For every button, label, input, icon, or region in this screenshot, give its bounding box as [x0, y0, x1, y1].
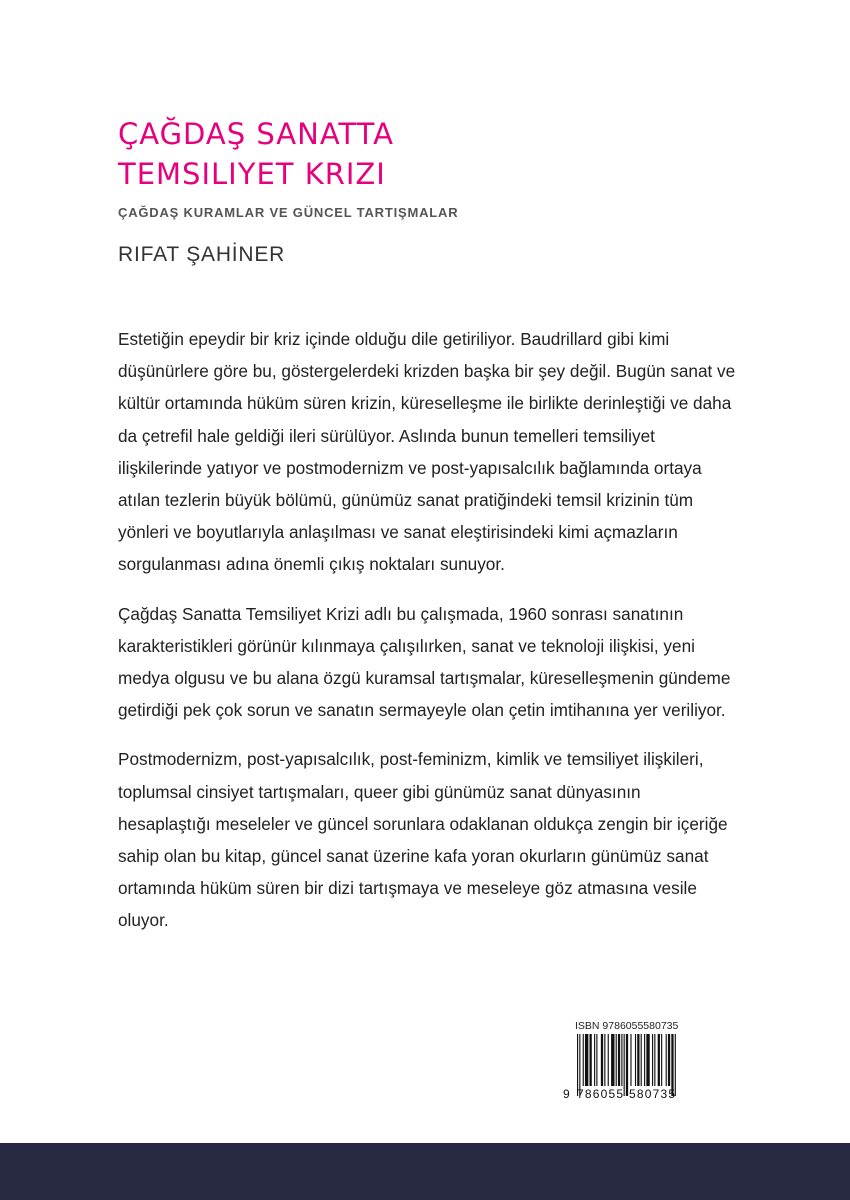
author-name: RIFAT ŞAHİNER [118, 243, 286, 266]
barcode-bar [618, 1034, 620, 1086]
book-title-line-2: TEMSILIYET KRIZI [118, 157, 386, 191]
book-title [118, 114, 394, 194]
barcode-bar [601, 1034, 603, 1086]
barcode-bar [621, 1034, 622, 1086]
isbn-label: ISBN 9786055580735 [575, 1020, 679, 1032]
barcode-bar [608, 1034, 609, 1086]
barcode-bar [594, 1034, 595, 1086]
barcode-digit-group-1: 786055 [577, 1087, 625, 1101]
blurb-paragraph-1: Estetiğin epeydir bir kriz içinde olduğu dile getiriliyor. Baudrillard gibi kimi düşünürlere göre bu, göstergelerdeki krizden başka bir şey değil. Bugün sanat ve kültür ortamında hüküm süren krizin, küreselleşme ile birlikte derinleştiği ve daha da çetrefil hale geldiği ileri sürülüyor. Aslında bunun temelleri temsiliyet ilişkilerinde yatıyor ve postmodernizm ve post-yapısalcılık bağlamında ortaya atılan tezlerin büyük bölümü, günümüz sanat pratiğindeki temsil krizinin tüm yönleri ve boyutlarıyla anlaşılması ve sanat eleştirisindeki kimi açmazların sorgulanması adına önemli çıkış noktaları sunuyor. [118, 329, 736, 575]
barcode-bar [646, 1034, 649, 1086]
barcode-bar [611, 1034, 614, 1086]
barcode-digit-group-2: 580735 [629, 1087, 677, 1101]
barcode-bar [635, 1034, 636, 1086]
barcode-bar [658, 1034, 660, 1086]
barcode-bar [616, 1034, 617, 1086]
barcode-bar [583, 1034, 584, 1086]
barcode-bar [654, 1034, 655, 1086]
barcode-bar [596, 1034, 597, 1086]
barcode-bar [641, 1034, 642, 1086]
barcode-bar [661, 1034, 662, 1086]
isbn-barcode [565, 1020, 683, 1110]
barcode-bar [604, 1034, 605, 1086]
blurb-paragraph-2: Çağdaş Sanatta Temsiliyet Krizi adlı bu çalışmada, 1960 sonrası sanatının karakteristikleri görünür kılınmaya çalışılırken, sanat ve teknoloji ilişkisi, yeni medya olgusu ve bu alana özgü kuramsal tartışmalar, küreselleşmenin gündeme getirdiği pek çok sorun ve sanatın sermayeyle olan çetin imtihanına yer veriliyor. [118, 603, 731, 721]
blurb-text [118, 323, 738, 954]
barcode-bar [652, 1034, 653, 1086]
book-subtitle: ÇAĞDAŞ KURAMLAR VE GÜNCEL TARTIŞMALAR [118, 205, 459, 220]
barcode-bar [637, 1034, 639, 1086]
footer-band [0, 1143, 850, 1200]
barcode-bar [626, 1034, 628, 1096]
blurb-paragraph-3: Postmodernizm, post-yapısalcılık, post-feminizm, kimlik ve temsiliyet ilişkileri, toplumsal cinsiyet tartışmaları, queer gibi günümüz sanat dünyasının hesaplaştığı meseleler ve güncel sorunlara odaklanan oldukça zengin bir içeriğe sahip olan bu kitap, güncel sanat üzerine kafa yoran okurların günümüz sanat ortamında hüküm süren bir dizi tartışmaya ve meseleye göz atmasına vesile oluyor. [118, 749, 728, 931]
barcode-bar [644, 1034, 645, 1086]
barcode-bar [668, 1034, 670, 1086]
barcode-digit-lead: 9 [563, 1087, 570, 1101]
barcode-bar [590, 1034, 592, 1086]
barcode-bar [630, 1034, 631, 1086]
book-title-line-1: ÇAĞDAŞ SANATTA [118, 117, 394, 151]
barcode-bar [585, 1034, 588, 1086]
barcode-bar [666, 1034, 667, 1086]
